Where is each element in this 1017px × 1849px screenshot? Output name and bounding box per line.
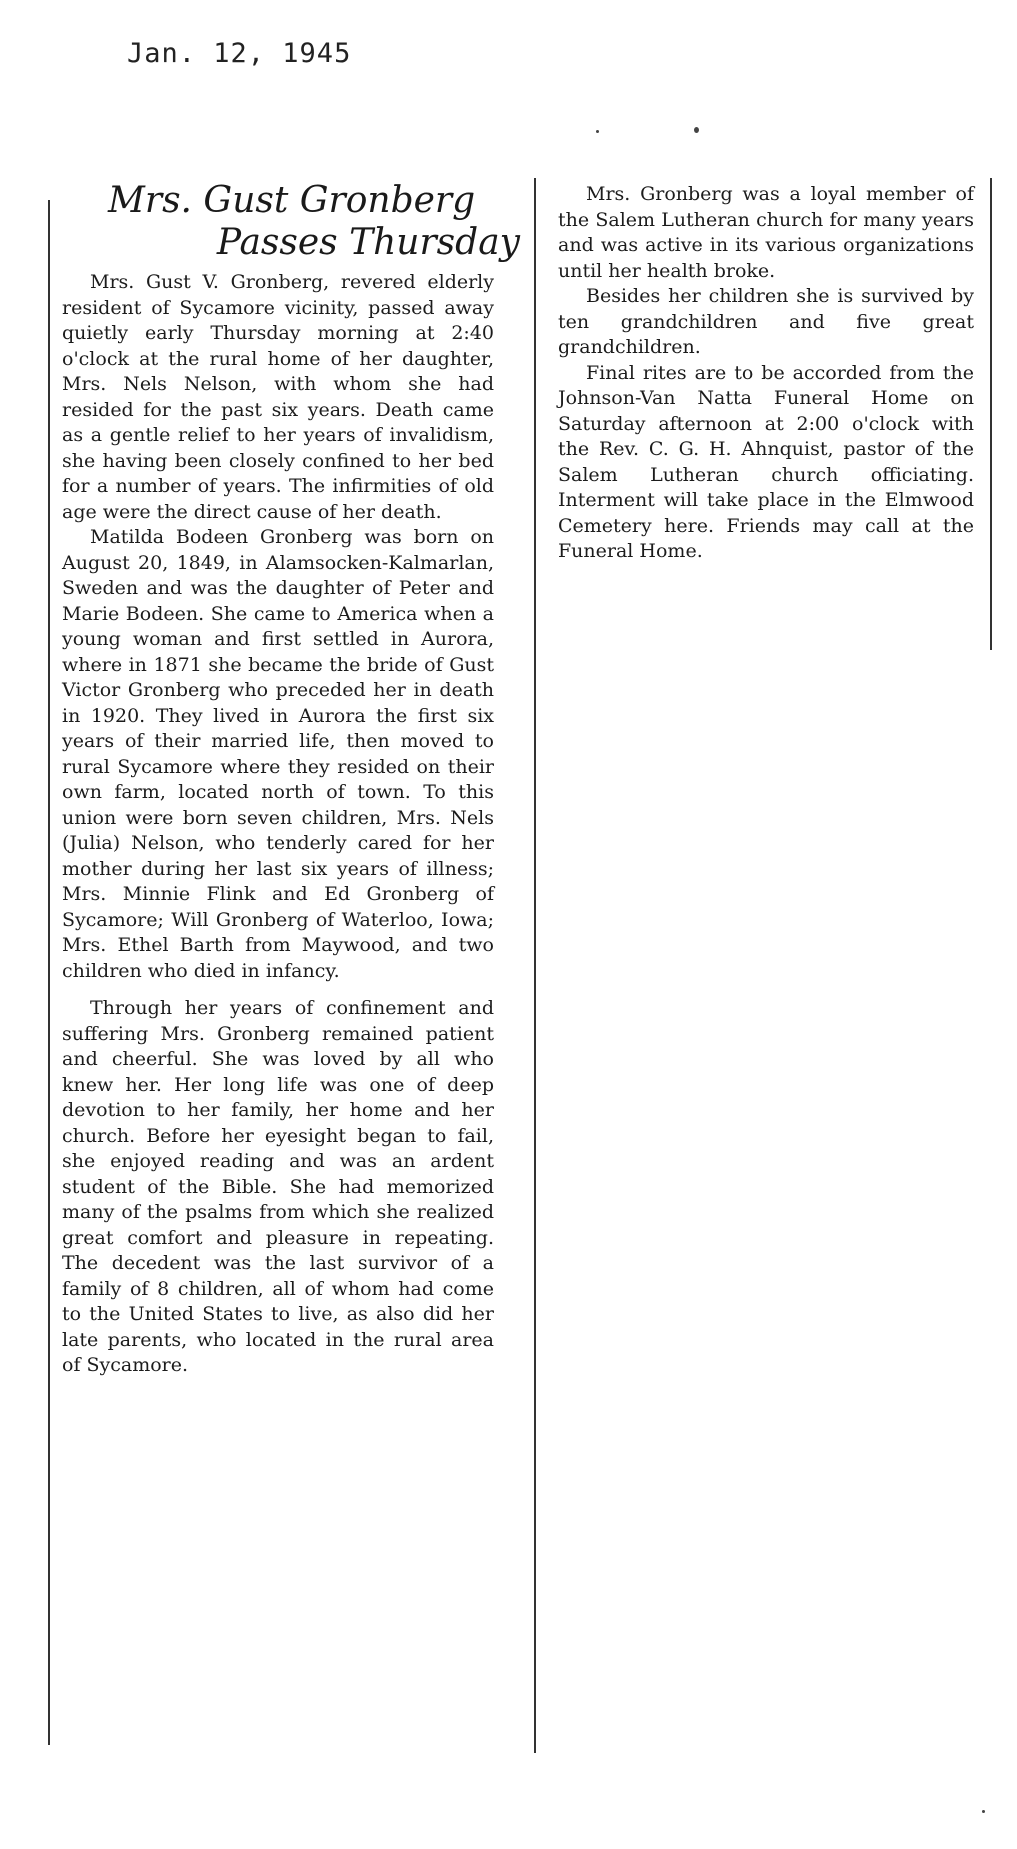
headline [108, 180, 520, 264]
article-column-2 [558, 182, 974, 565]
clipping-date: Jan. 12, 1945 [127, 38, 352, 69]
headline-line-1: Mrs. Gust Gronberg [108, 180, 476, 221]
scan-speck [694, 127, 699, 133]
paragraph-final-rites: Final rites are to be accorded from the Johnson-Van Natta Funeral Home on Saturday afternoon at 2:00 o'clock with the Rev. C. G. H. Ahnquist, pastor of the Salem Lutheran church officiating. Interment will take place in the Elmwood Cemetery here. Friends may call at the Funeral Home. [558, 361, 974, 562]
scan-speck [982, 1810, 985, 1813]
paragraph-survivors: Besides her children she is survived by ten grandchildren and five great grandchildren. [558, 285, 974, 358]
paragraph-biography: Matilda Bodeen Gronberg was born on August 20, 1849, in Alamsocken-Kalmarlan, Sweden and was the daughter of Peter and Marie Bodeen. She came to America when a young woman and first settled in Aurora, where in 1871 she became the bride of Gust Victor Gronberg who preceded her in death in 1920. They lived in Aurora the first six years of their married life, then moved to rural Sycamore where they resided on their own farm, located north of town. To this union were born seven children, Mrs. Nels (Julia) Nelson, who tenderly cared for her mother during her last six years of illness; Mrs. Minnie Flink and Ed Gronberg of Sycamore; Will Gronberg of Waterloo, Iowa; Mrs. Ethel Barth from Maywood, and two children who died in infancy. [62, 526, 494, 982]
headline-line-2: Passes Thursday [216, 222, 520, 263]
right-column-rule [990, 178, 992, 650]
scan-speck [596, 130, 599, 133]
article-column-1 [62, 270, 494, 1379]
paragraph-church: Mrs. Gronberg was a loyal member of the Salem Lutheran church for many years and was active in its various organizations until her health broke. [558, 183, 974, 282]
center-column-rule [534, 178, 536, 1753]
left-column-rule [48, 200, 50, 1745]
paragraph-death-notice: Mrs. Gust V. Gronberg, revered elderly resident of Sycamore vicinity, passed away quietly early Thursday morning at 2:40 o'clock at the rural home of her daughter, Mrs. Nels Nelson, with whom she had resided for the past six years. Death came as a gentle relief to her years of invalidism, she having been closely confined to her bed for a number of years. The infirmities of old age were the direct cause of her death. [62, 271, 494, 523]
paragraph-character: Through her years of confinement and suffering Mrs. Gronberg remained patient and cheerful. She was loved by all who knew her. Her long life was one of deep devotion to her family, her home and her church. Before her eyesight began to fail, she enjoyed reading and was an ardent student of the Bible. She had memorized many of the psalms from which she realized great comfort and pleasure in repeating. The decedent was the last survivor of a family of 8 children, all of whom had come to the United States to live, as also did her late parents, who located in the rural area of Sycamore. [62, 997, 494, 1376]
